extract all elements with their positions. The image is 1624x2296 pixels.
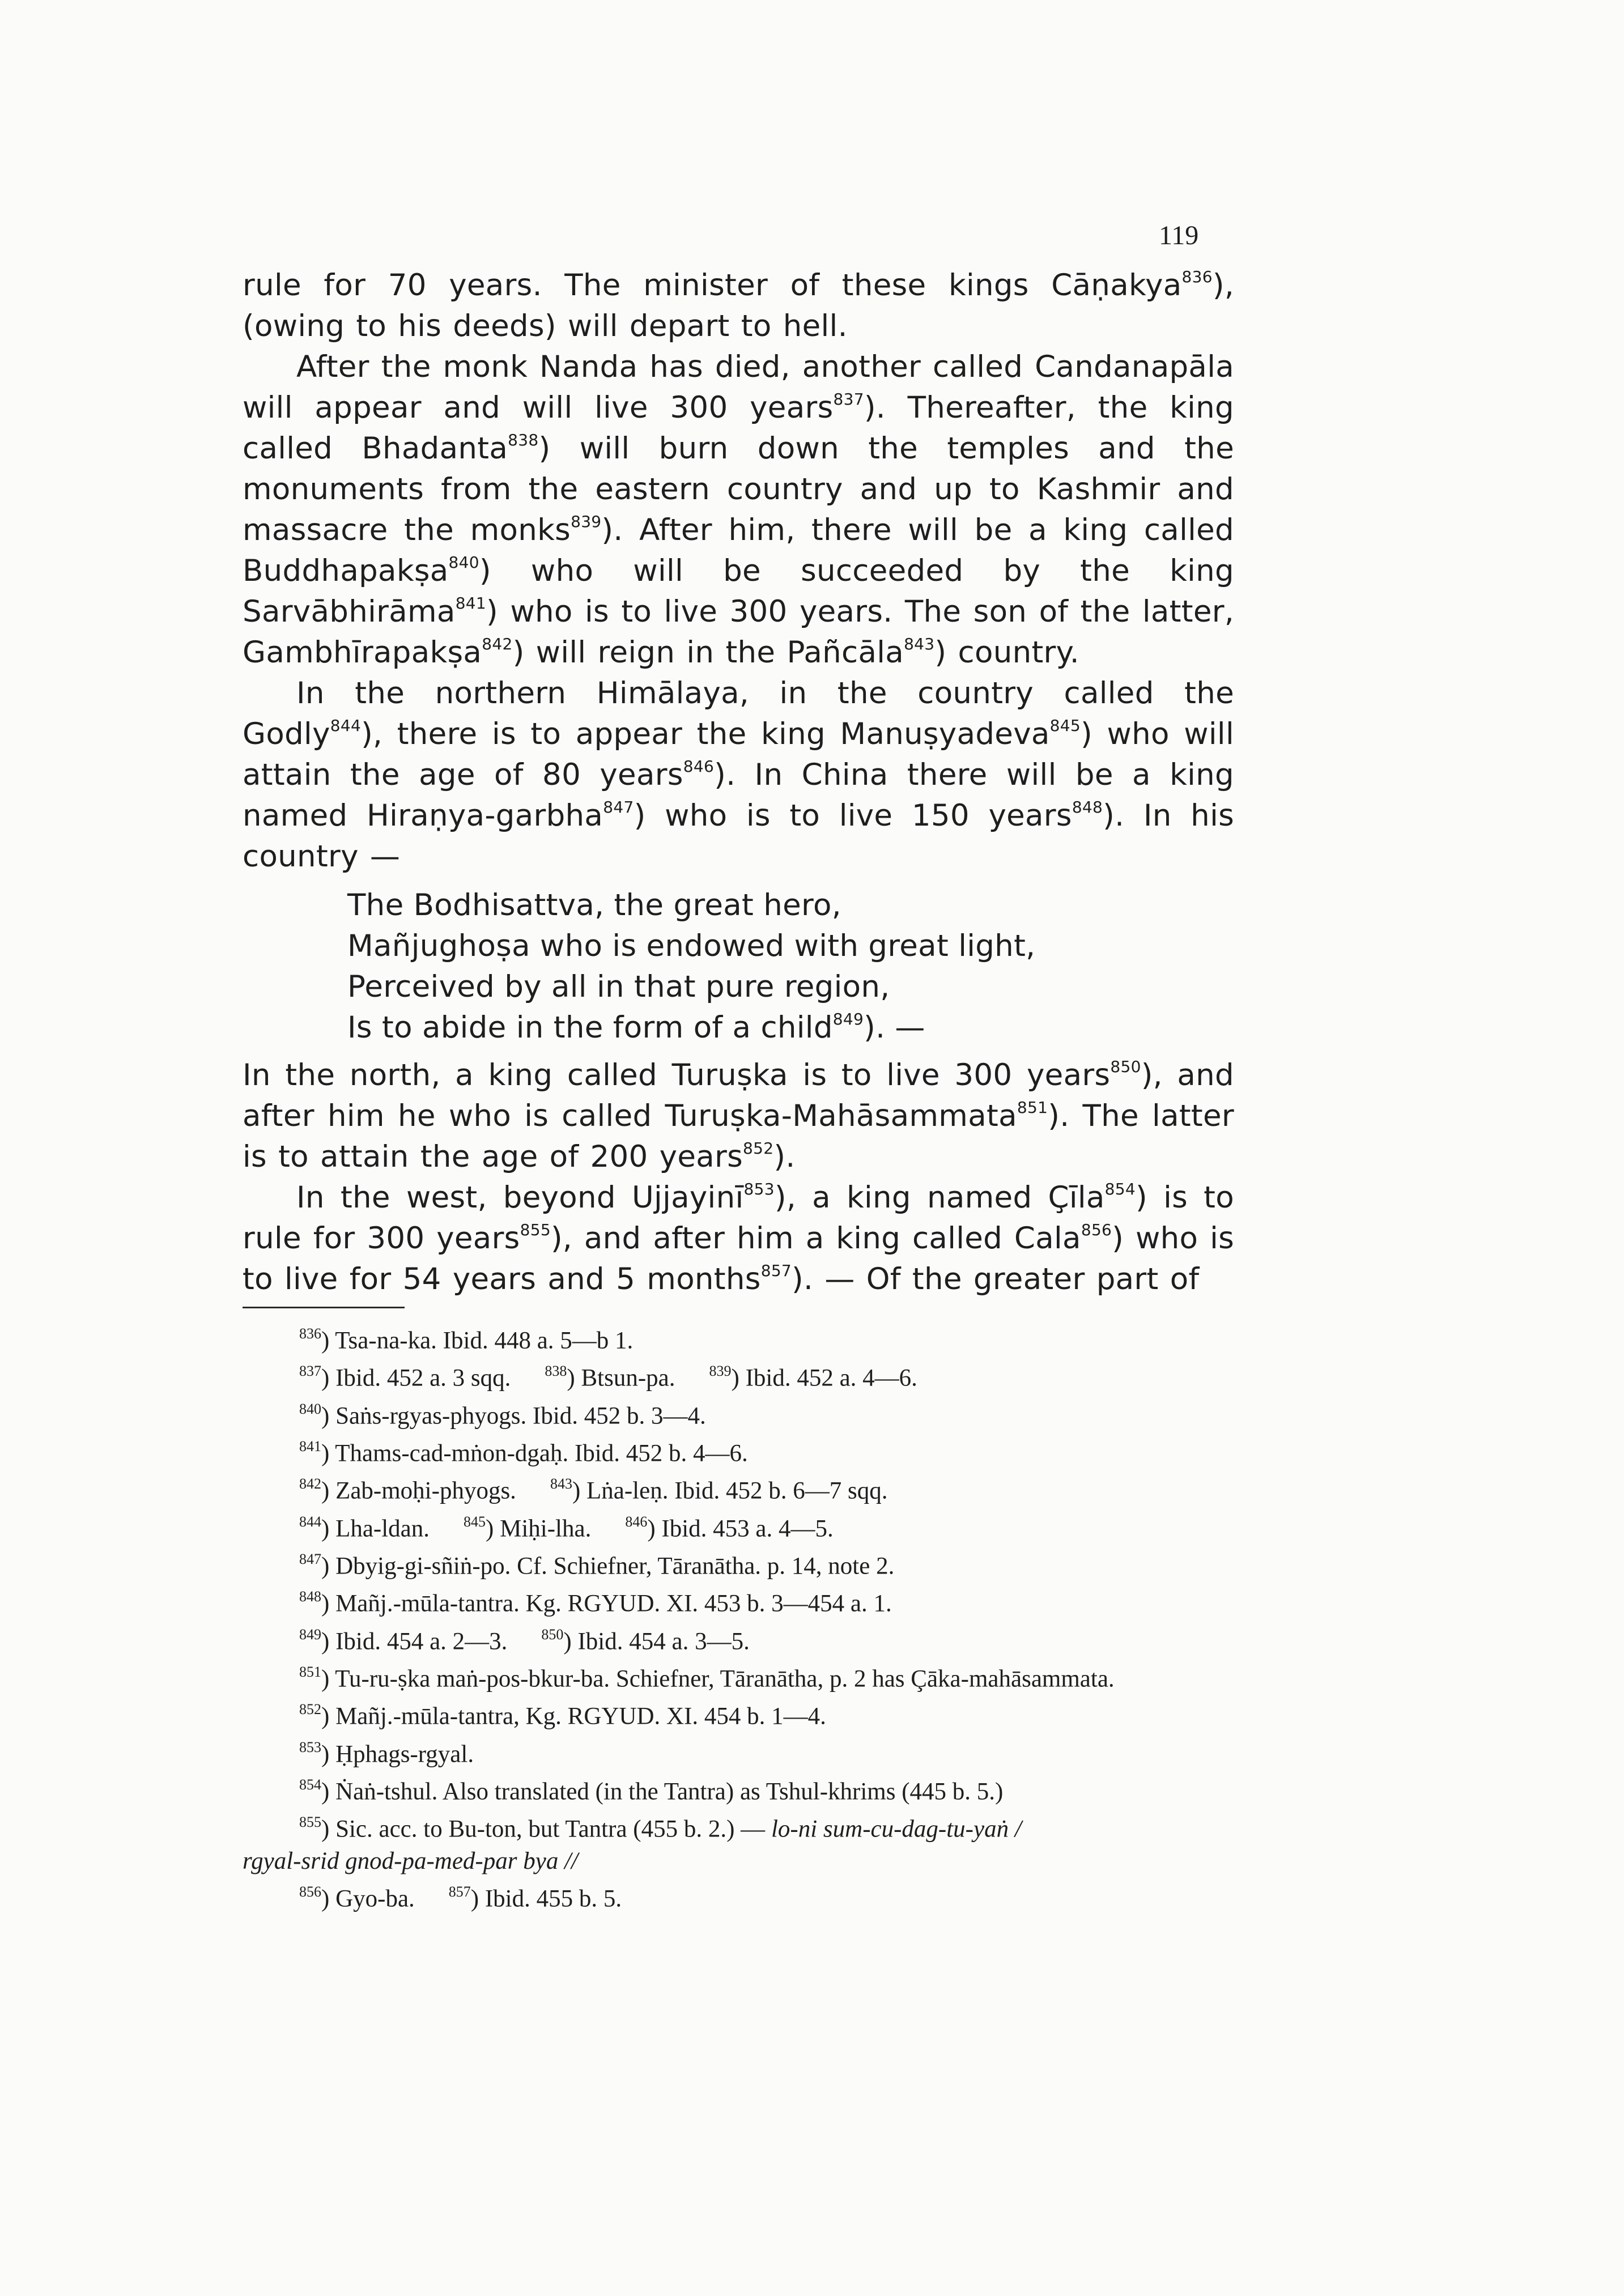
footnote-number: 848 (299, 1588, 321, 1605)
footnote-number: 840 (299, 1400, 321, 1417)
footnote-text: ) Ibid. 454 a. 2—3. (321, 1627, 508, 1655)
text-run: ). After him, there will be a king called Buddhapakṣa (243, 513, 1234, 588)
footnote-text: ) Thams-cad-mṅon-dgaḥ. Ibid. 452 b. 4—6. (321, 1440, 748, 1467)
footnote-ref: 854 (1104, 1180, 1136, 1199)
footnote-text: ) Lha-ldan. (321, 1515, 430, 1542)
footnote-text: ) Mañj.-mūla-tantra. Kg. RGYUD. XI. 453 b. 3—454 a. 1. (321, 1590, 892, 1617)
footnote-text: ) Saṅs-rgyas-phyogs. Ibid. 452 b. 3—4. (321, 1402, 706, 1429)
footnote-separator-rule (243, 1307, 405, 1308)
footnote-line (243, 1695, 1240, 1732)
verse-line (347, 1007, 1234, 1048)
footnote-number: 851 (299, 1663, 321, 1680)
text-run: ), and after him a king called Cala (550, 1221, 1081, 1256)
footnote-text: ) Lṅa-leṇ. Ibid. 452 b. 6—7 sqq. (572, 1477, 888, 1504)
footnote-line (243, 1319, 1240, 1357)
footnote-ref: 841 (455, 594, 487, 613)
text-run: ) will reign in the Pañcāla (512, 635, 904, 670)
footnote-line (243, 1545, 1240, 1582)
text-run: ), and after him he who is called Turuṣka-Mahāsammata (243, 1058, 1234, 1133)
paragraph (243, 1055, 1234, 1177)
footnote-number: 843 (550, 1476, 572, 1493)
footnote-text: ) Ṅaṅ-tshul. Also translated (in the Tantra) as Tshul-khrims (445 b. 5.) (321, 1778, 1004, 1805)
paragraphs-before-verse (243, 265, 1234, 877)
footnote-ref: 844 (330, 716, 362, 735)
verse-line (347, 967, 1234, 1007)
paragraph (243, 673, 1234, 877)
footnote-ref: 856 (1081, 1221, 1112, 1240)
footnote-text: ) Ibid. 452 a. 4—6. (731, 1364, 917, 1392)
footnote-ref: 842 (482, 635, 513, 654)
footnote-number: 845 (464, 1513, 486, 1530)
text-run: ), a king named Çīla (774, 1180, 1105, 1215)
footnote-number: 853 (299, 1738, 321, 1755)
text-run: ). In China there will be a king named Hiraṇya-garbha (243, 758, 1234, 833)
text-run: ). — (864, 1010, 925, 1045)
paragraphs-after-verse (243, 1055, 1234, 1300)
footnote-ref: 840 (448, 553, 479, 572)
text-run: ), (owing to his deeds) will depart to hell. (243, 268, 1234, 343)
text-run: ) who is to live for 54 years and 5 months (243, 1221, 1235, 1296)
footnote-text: ) Ibid. 454 a. 3—5. (563, 1627, 750, 1655)
footnote-line (243, 1877, 1240, 1915)
footnote-ref: 857 (760, 1261, 792, 1281)
text-run: ). The latter is to attain the age of 200 years (243, 1099, 1235, 1174)
text-run: ) will burn down the temples and the monuments from the eastern country and up to Kashmir and massacre the monks (243, 431, 1234, 547)
footnote-text: ) Sic. acc. to Bu-ton, but Tantra (455 b. 2.) — (321, 1815, 771, 1843)
paragraph (243, 265, 1234, 347)
footnote-text: ) Tsa-na-ka. Ibid. 448 a. 5—b 1. (321, 1327, 634, 1354)
footnote-line (243, 1582, 1240, 1619)
footnote-line (243, 1469, 1240, 1507)
verse-block (347, 885, 1234, 1048)
text-run: ). Thereafter, the king called Bhadanta (243, 390, 1234, 466)
footnote-line (243, 1357, 1240, 1394)
text-run: ), there is to appear the king Manuṣyadeva (361, 717, 1050, 751)
footnote-number: 857 (448, 1883, 471, 1900)
footnote-text: ) Ibid. 453 a. 4—5. (647, 1515, 834, 1542)
footnote-ref: 853 (743, 1180, 775, 1199)
text-run: In the north, a king called Turuṣka is to live 300 years (243, 1058, 1111, 1092)
text-run: ). (773, 1140, 796, 1174)
footnote-line (243, 1808, 1240, 1845)
footnote-number: 855 (299, 1814, 321, 1831)
footnote-number: 841 (299, 1438, 321, 1455)
footnote-number: 856 (299, 1883, 321, 1900)
text-run: In the northern Himālaya, in the country called the Godly (243, 676, 1234, 751)
footnote-number: 847 (299, 1550, 321, 1567)
footnote-ref: 847 (603, 798, 634, 817)
footnote-text: ) Gyo-ba. (321, 1885, 415, 1912)
text-run: ) who will be succeeded by the king Sarvābhirāma (243, 554, 1234, 629)
text-run: ) country. (934, 635, 1079, 670)
footnote-line (243, 1657, 1240, 1695)
footnote-text: ) Ibid. 455 b. 5. (470, 1885, 622, 1912)
footnote-number: 846 (625, 1513, 648, 1530)
footnote-number: 854 (299, 1776, 321, 1793)
footnote-ref: 836 (1181, 267, 1213, 287)
page-number: 119 (1159, 220, 1199, 250)
footnote-text: ) Tu-ru-ṣka maṅ-pos-bkur-ba. Schiefner, Tāranātha, p. 2 has Çāka-mahāsammata. (321, 1665, 1115, 1693)
text-run: ) who will attain the age of 80 years (243, 717, 1234, 792)
text-run: In the west, beyond Ujjayinī (296, 1180, 744, 1215)
text-run: The Bodhisattva, the great hero, (347, 888, 841, 922)
text-run: Is to abide in the form of a child (347, 1010, 833, 1045)
footnote-ref: 851 (1017, 1098, 1048, 1117)
footnotes (243, 1319, 1240, 1915)
paragraph (243, 347, 1234, 673)
paragraph (243, 1177, 1234, 1300)
footnote-number: 837 (299, 1363, 321, 1380)
footnote-text: ) Mañj.-mūla-tantra, Kg. RGYUD. XI. 454 b. 1—4. (321, 1703, 826, 1730)
footnote-text: ) Ḥphags-rgyal. (321, 1740, 474, 1767)
text-run: ) is to rule for 300 years (243, 1180, 1234, 1256)
footnote-text: ) Ibid. 452 a. 3 sqq. (321, 1364, 511, 1392)
text-run: After the monk Nanda has died, another called Candanapāla will appear and will live 300 years (243, 350, 1234, 425)
text-run: ) who is to live 300 years. The son of the latter, Gambhīrapakṣa (243, 594, 1234, 670)
footnote-number: 849 (299, 1626, 321, 1643)
footnote-line (243, 1432, 1240, 1469)
text-run: ) who is to live 150 years (634, 798, 1072, 833)
footnote-line (243, 1733, 1240, 1770)
footnote-number: 850 (541, 1626, 564, 1643)
footnote-italic-text: rgyal-srid gnod-pa-med-par bya // (243, 1847, 578, 1874)
footnote-ref: 849 (832, 1010, 864, 1029)
footnote-line (243, 1620, 1240, 1657)
footnote-number: 844 (299, 1513, 321, 1530)
footnote-number: 839 (709, 1363, 732, 1380)
text-run: Mañjughoṣa who is endowed with great light, (347, 929, 1036, 963)
footnote-text: ) Btsun-pa. (567, 1364, 675, 1392)
footnote-number: 842 (299, 1476, 321, 1493)
footnote-text: ) Miḥi-lha. (486, 1515, 592, 1542)
footnote-ref: 845 (1049, 716, 1081, 735)
footnote-number: 852 (299, 1701, 321, 1718)
footnote-ref: 850 (1110, 1057, 1141, 1077)
verse-line (347, 885, 1234, 926)
footnote-text: ) Dbyig-gi-sñiṅ-po. Cf. Schiefner, Tāranātha. p. 14, note 2. (321, 1553, 895, 1580)
footnote-line (243, 1507, 1240, 1545)
footnote-line (243, 1846, 1240, 1877)
body-text (243, 265, 1234, 1300)
footnote-line (243, 1770, 1240, 1808)
footnote-ref: 846 (683, 757, 715, 776)
footnote-ref: 838 (508, 431, 539, 450)
text-run: ). — Of the greater part of (792, 1262, 1200, 1296)
text-run: rule for 70 years. The minister of these kings Cāṇakya (243, 268, 1182, 303)
verse-line (347, 926, 1234, 967)
footnote-ref: 843 (904, 635, 935, 654)
footnote-ref: 852 (743, 1139, 774, 1158)
text-run: Perceived by all in that pure region, (347, 970, 890, 1004)
footnote-ref: 839 (571, 512, 602, 532)
footnote-text: ) Zab-moḥi-phyogs. (321, 1477, 516, 1504)
footnote-ref: 848 (1072, 798, 1103, 817)
footnote-line (243, 1394, 1240, 1432)
footnote-ref: 837 (833, 390, 864, 409)
footnote-ref: 855 (520, 1221, 551, 1240)
footnote-number: 836 (299, 1325, 321, 1342)
footnote-number: 838 (545, 1363, 567, 1380)
footnote-italic-text: lo-ni sum-cu-dag-tu-yaṅ / (771, 1815, 1022, 1843)
text-run: ). In his country — (243, 798, 1235, 874)
